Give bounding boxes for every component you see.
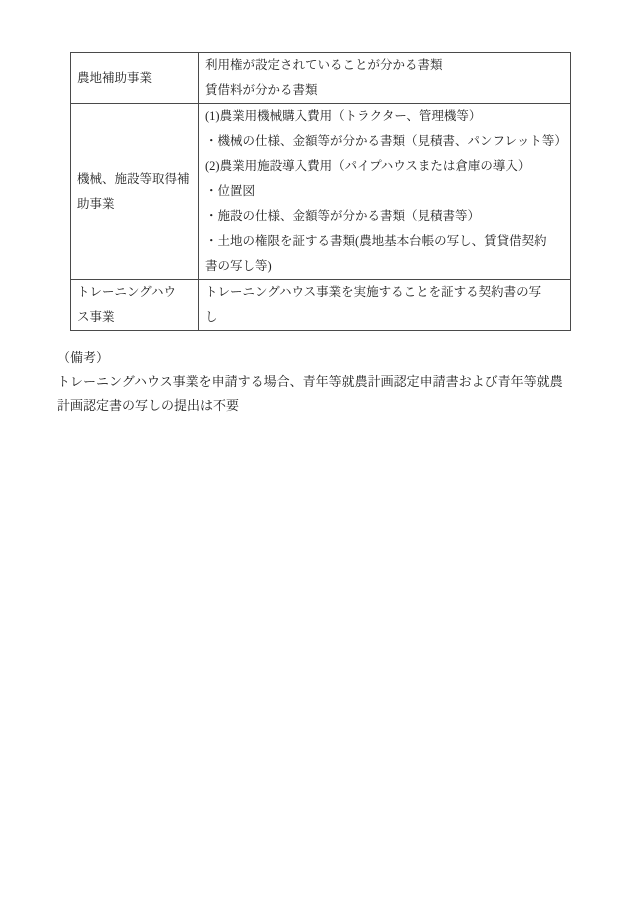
program-name-line: 農地補助事業 <box>77 70 153 85</box>
document-item-line: し <box>205 310 218 324</box>
remarks-heading: （備考） <box>57 350 110 365</box>
program-name-line: 機械、施設等取得補 <box>77 171 190 186</box>
document-item-line: ・位置図 <box>205 184 256 198</box>
required-documents-cell <box>199 104 571 280</box>
document-item-line: ・施設の仕様、金額等が分かる書類（見積書等） <box>205 209 481 223</box>
remarks-body-line: 計画認定書の写しの提出は不要 <box>57 398 240 413</box>
document-item-line: トレーニングハウス事業を実施することを証する契約書の写 <box>205 285 542 299</box>
document-item-line: ・土地の権限を証する書類(農地基本台帳の写し、賃貸借契約 <box>205 234 547 248</box>
document-item-line: ・機械の仕様、金額等が分かる書類（見積書、パンフレット等） <box>205 134 567 148</box>
document-item-line: 書の写し等) <box>205 259 272 273</box>
program-name-line: トレーニングハウ <box>77 285 177 299</box>
document-item-line: 利用権が設定されていることが分かる書類 <box>205 58 443 72</box>
remarks-body-line: トレーニングハウス事業を申請する場合、青年等就農計画認定申請書および青年等就農 <box>57 374 563 389</box>
document-item-line: (2)農業用施設導入費用（パイプハウスまたは倉庫の導入） <box>205 159 531 173</box>
program-name-cell <box>71 53 199 104</box>
program-name-cell <box>71 104 199 280</box>
table-row-machinery-facilities <box>71 104 571 280</box>
required-documents-cell <box>199 53 571 104</box>
table-row-farmland-subsidy <box>71 53 571 104</box>
table-row-training-house <box>71 280 571 331</box>
required-documents-table <box>70 52 571 331</box>
remarks-section <box>57 346 563 418</box>
program-name-line: 助事業 <box>77 196 115 211</box>
document-item-line: (1)農業用機械購入費用（トラクター、管理機等） <box>205 109 482 123</box>
program-name-cell <box>71 280 199 331</box>
program-name-line: ス事業 <box>77 310 115 324</box>
document-item-line: 賃借料が分かる書類 <box>205 83 318 97</box>
required-documents-cell <box>199 280 571 331</box>
